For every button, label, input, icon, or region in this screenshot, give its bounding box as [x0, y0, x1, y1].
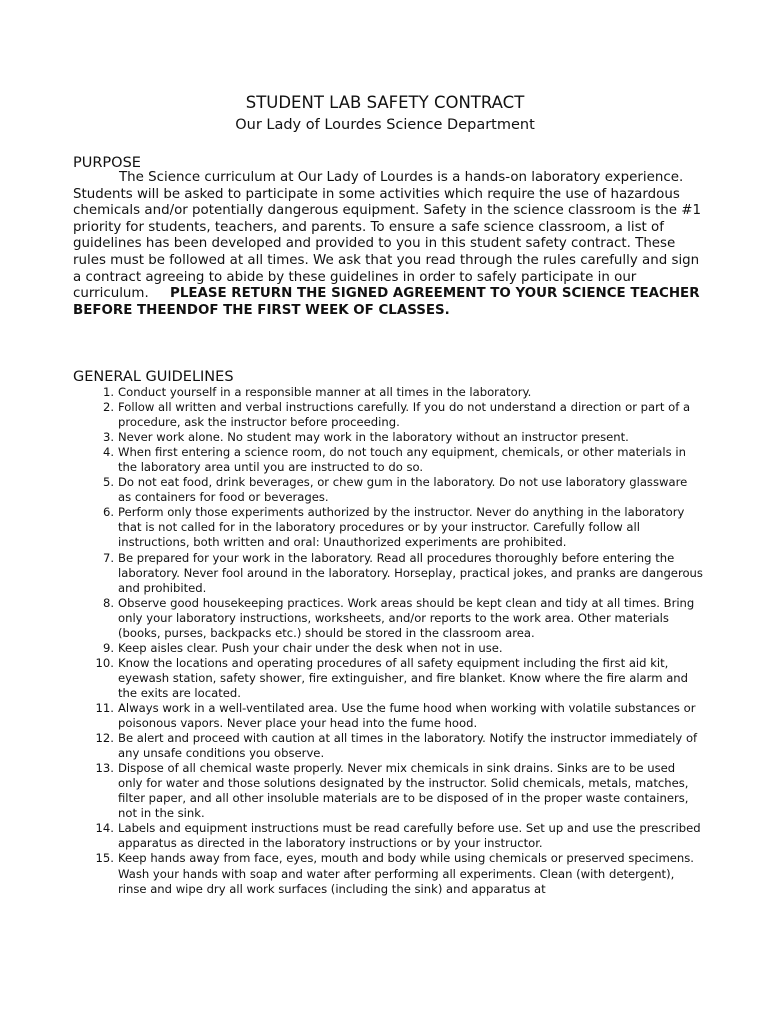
- guideline-item: [73, 821, 703, 851]
- guideline-number: 11.: [95, 700, 114, 715]
- guideline-item: [73, 656, 703, 701]
- guideline-number: 15.: [95, 851, 114, 866]
- guideline-item: [73, 430, 703, 445]
- guideline-number: 14.: [95, 821, 114, 836]
- document-subtitle: Our Lady of Lourdes Science Department: [235, 117, 535, 133]
- guideline-text: Know the locations and operating procedures of all safety equipment including the first aid kit, eyewash station, safety shower, fire extinguisher, and fire blanket. Know where the fire alarm and the exits are located.: [118, 655, 689, 700]
- guidelines-list: [73, 385, 703, 897]
- guideline-number: 8.: [102, 595, 114, 610]
- guideline-text: Keep hands away from face, eyes, mouth and body while using chemicals or preserved specimens. Wash your hands with soap and water after performing all experiments. Clean (with detergent), rinse and wipe dry all work surfaces (including the sink) and apparatus at: [118, 851, 694, 896]
- guideline-text: Labels and equipment instructions must be read carefully before use. Set up and use the prescribed apparatus as directed in the laboratory instructions or by your instructor.: [118, 821, 701, 851]
- purpose-paragraph: [73, 170, 709, 319]
- guideline-item: [73, 731, 703, 761]
- guideline-number: 7.: [102, 550, 114, 565]
- purpose-body-text: The Science curriculum at Our Lady of Lourdes is a hands-on laboratory experience. Students will be asked to participate in some activities which require the use of hazardous chemicals and/or potentially dangerous equipment. Safety in the science classroom is the #1 priority for students, teachers, and parents. To ensure a safe science classroom, a list of guidelines has been developed and provided to you in this student safety contract. These rules must be followed at all times. We ask that you read through the rules carefully and sign a contract agreeing to abide by these guidelines in order to safely participate in our curriculum.: [73, 170, 702, 302]
- guideline-text: Do not eat food, drink beverages, or chew gum in the laboratory. Do not use laboratory glassware as containers for food or beverages.: [118, 475, 688, 505]
- guideline-text: Be alert and proceed with caution at all times in the laboratory. Notify the instructor immediately of any unsafe conditions you observe.: [118, 731, 698, 761]
- guideline-number: 9.: [102, 640, 114, 655]
- guideline-number: 3.: [102, 430, 114, 445]
- guideline-text: Keep aisles clear. Push your chair under the desk when not in use.: [118, 640, 503, 655]
- guideline-number: 10.: [95, 655, 114, 670]
- purpose-return-notice: PLEASE RETURN THE SIGNED AGREEMENT TO YOUR SCIENCE TEACHER BEFORE THEENDOF THE FIRST WEEK OF CLASSES.: [73, 286, 700, 318]
- guideline-item: [73, 851, 703, 896]
- guideline-item: [73, 505, 703, 550]
- guideline-number: 6.: [102, 505, 114, 520]
- guideline-number: 5.: [102, 475, 114, 490]
- guideline-item: [73, 701, 703, 731]
- guideline-text: Conduct yourself in a responsible manner at all times in the laboratory.: [118, 385, 532, 399]
- guideline-text: When first entering a science room, do not touch any equipment, chemicals, or other materials in the laboratory area until you are instructed to do so.: [118, 445, 686, 475]
- guideline-item: [73, 761, 703, 821]
- guideline-item: [73, 385, 703, 400]
- guideline-item: [73, 475, 703, 505]
- guideline-item: [73, 596, 703, 641]
- document-title: STUDENT LAB SAFETY CONTRACT: [245, 93, 525, 112]
- general-guidelines-heading: GENERAL GUIDELINES: [73, 369, 234, 385]
- guideline-item: [73, 551, 703, 596]
- guideline-number: 4.: [102, 445, 114, 460]
- guideline-item: [73, 445, 703, 475]
- guideline-text: Dispose of all chemical waste properly. Never mix chemicals in sink drains. Sinks are to be used only for water and those solutions designated by the instructor. Solid chemicals, metals, matches, filter paper, and all other insoluble materials are to be disposed of in the proper waste containers, not in the sink.: [118, 761, 689, 821]
- guideline-number: 12.: [95, 731, 114, 746]
- guideline-number: 2.: [102, 400, 114, 415]
- guideline-text: Perform only those experiments authorized by the instructor. Never do anything in the laboratory that is not called for in the laboratory procedures or by your instructor. Carefully follow all instructions, both written and oral: Unauthorized experiments are prohibited.: [118, 505, 685, 550]
- guideline-text: Observe good housekeeping practices. Work areas should be kept clean and tidy at all times. Bring only your laboratory instructions, worksheets, and/or reports to the work area. Other materials (books, purses, backpacks etc.) should be stored in the classroom area.: [118, 595, 695, 640]
- guideline-text: Follow all written and verbal instructions carefully. If you do not understand a direction or part of a procedure, ask the instructor before proceeding.: [118, 400, 691, 430]
- purpose-heading: PURPOSE: [73, 155, 141, 171]
- guideline-item: [73, 400, 703, 430]
- guideline-number: 13.: [95, 761, 114, 776]
- guideline-number: 1.: [102, 385, 114, 399]
- guideline-text: Never work alone. No student may work in the laboratory without an instructor present.: [118, 430, 629, 445]
- guideline-item: [73, 641, 703, 656]
- guideline-text: Always work in a well-ventilated area. Use the fume hood when working with volatile substances or poisonous vapors. Never place your head into the fume hood.: [118, 700, 696, 731]
- guideline-text: Be prepared for your work in the laboratory. Read all procedures thoroughly before entering the laboratory. Never fool around in the laboratory. Horseplay, practical jokes, and pranks are dangerous and prohibited.: [118, 550, 703, 595]
